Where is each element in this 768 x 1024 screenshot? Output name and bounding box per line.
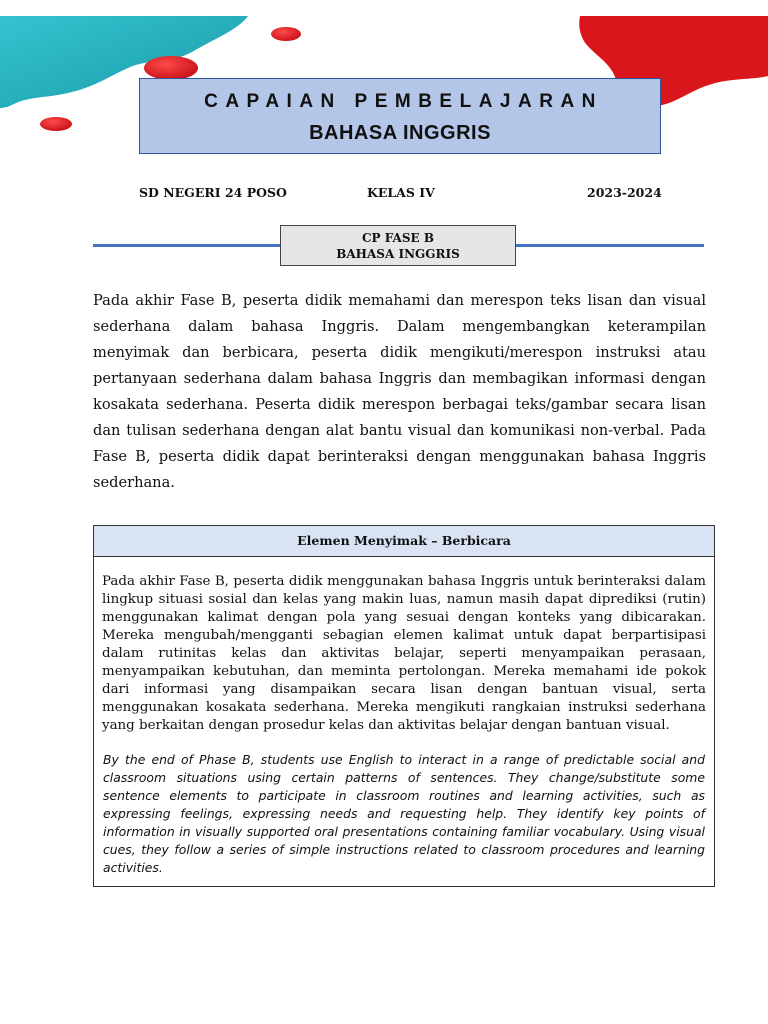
title-banner <box>139 78 661 154</box>
page-subtitle: BAHASA INGGRIS <box>309 122 491 144</box>
cp-phase-label: CP FASE B <box>361 231 434 245</box>
cp-phase-box <box>280 225 516 266</box>
element-description-indonesian: Pada akhir Fase B, peserta didik menggunakan bahasa Inggris untuk berinteraksi dalam lingkup situasi sosial dan kelas yang makin luas, namun masih dapat diprediksi (rutin) menggunakan kalimat dengan pola yang sesuai dengan konteks yang dibicarakan. Mereka mengubah/mengganti sebagian elemen kalimat untuk dapat berpartisipasi dalam rutinitas kelas dan aktivitas belajar, seperti menyampaikan perasaan, menyampaikan kebutuhan, dan meminta pertolongan. Mereka memahami ide pokok dari informasi yang disampaikan secara lisan dengan bantuan visual, serta menggunakan kosakata sederhana. Mereka mengikuti rangkaian instruksi sederhana yang berkaitan dengan prosedur kelas dan aktivitas belajar dengan bantuan visual. <box>102 574 706 733</box>
class-label: KELAS IV <box>367 185 435 200</box>
page-title: CAPAIAN PEMBELAJARAN <box>204 91 603 112</box>
divider-left <box>93 244 281 247</box>
cp-subject-label: BAHASA INGGRIS <box>336 247 460 261</box>
red-paint-drop-large <box>144 56 198 80</box>
element-description-english: By the end of Phase B, students use English to interact in a range of predictable social and classroom situations using certain patterns of sentences. They change/substitute some sentence elements to participate in classroom routines and learning activities, such as expressing feelings, expressing needs and requesting help. They identify key points of information in visually supported oral presentations containing familiar vocabulary. Using visual cues, they follow a series of simple instructions related to classroom procedures and learning activities. <box>103 752 705 875</box>
intro-paragraph: Pada akhir Fase B, peserta didik memahami dan merespon teks lisan dan visual sederhana dalam bahasa Inggris. Dalam mengembangkan keterampilan menyimak dan berbicara, peserta didik mengikuti/merespon instruksi atau pertanyaan sederhana dalam bahasa Inggris dan membagikan informasi dengan kosakata sederhana. Peserta didik merespon berbagai teks/gambar secara lisan dan tulisan sederhana dengan alat bantu visual dan komunikasi non-verbal. Pada Fase B, peserta didik dapat berinteraksi dengan menggunakan bahasa Inggris sederhana. <box>93 292 706 491</box>
element-table-heading: Elemen Menyimak – Berbicara <box>94 526 714 557</box>
school-name: SD NEGERI 24 POSO <box>139 185 287 200</box>
divider-right <box>515 244 704 247</box>
red-paint-drop-small <box>271 27 301 41</box>
academic-year: 2023-2024 <box>587 185 662 200</box>
element-table <box>93 525 715 887</box>
red-paint-drop-left <box>40 117 72 131</box>
